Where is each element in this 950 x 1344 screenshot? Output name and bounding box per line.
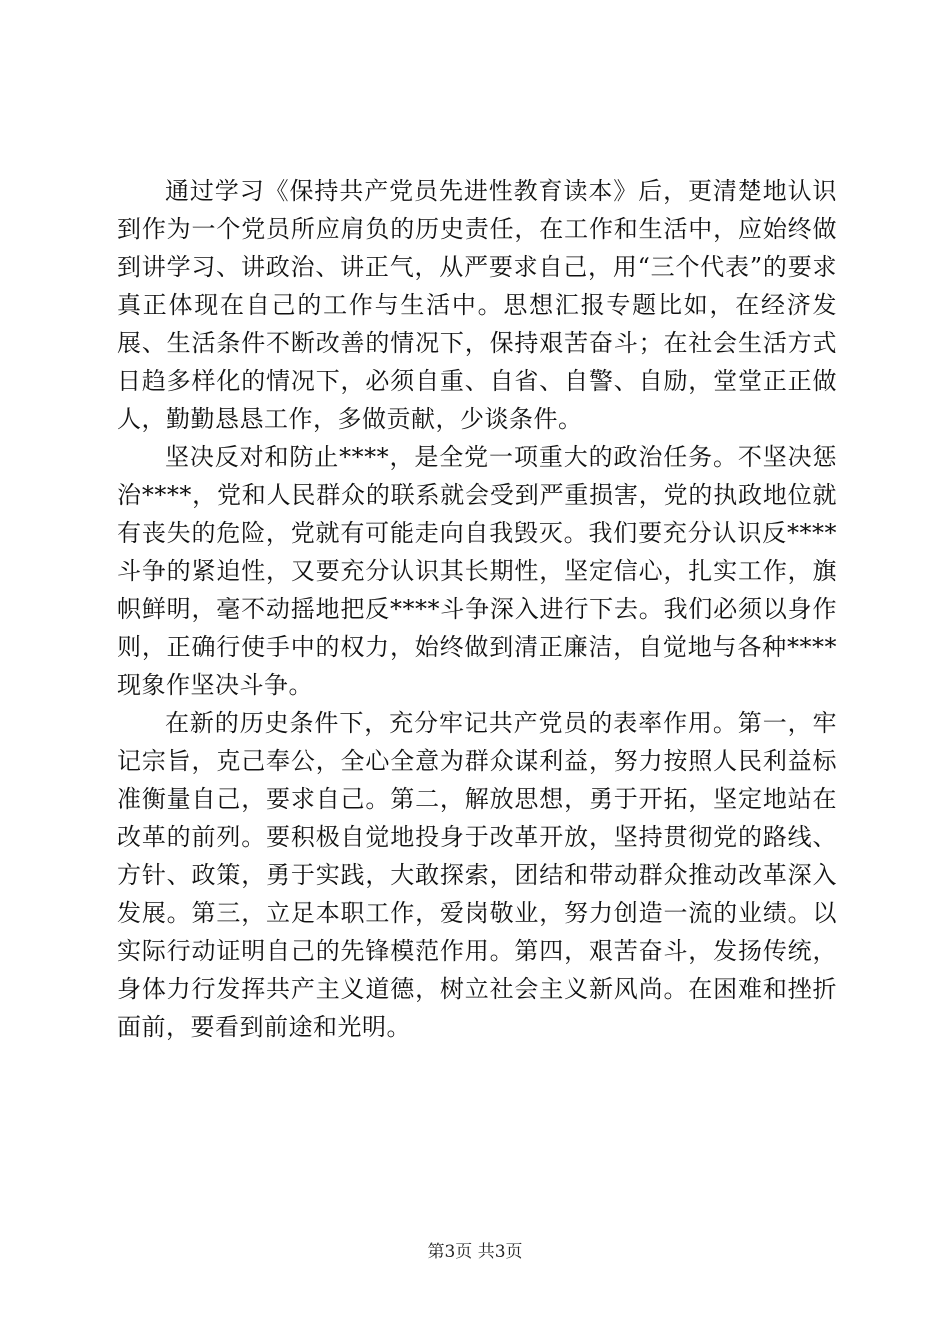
paragraph-1: 通过学习《保持共产党员先进性教育读本》后，更清楚地认识到作为一个党员所应肩负的历史责任，在工作和生活中，应始终做到讲学习、讲政治、讲正气，从严要求自己，用“三个代表”的要求真正体现在自己的工作与生活中。思想汇报专题比如，在经济发展、生活条件不断改善的情况下，保持艰苦奋斗；在社会生活方式日趋多样化的情况下，必须自重、自省、自警、自励，堂堂正正做人，勤勤恳恳工作，多做贡献，少谈条件。: [117, 177, 837, 433]
page-footer: [0, 1240, 950, 1264]
page-number: 第3页 共3页: [427, 1242, 523, 1262]
paragraph-2: 坚决反对和防止****，是全党一项重大的政治任务。不坚决惩治****，党和人民群众的联系就会受到严重损害，党的执政地位就有丧失的危险，党就有可能走向自我毁灭。我们要充分认识反****斗争的紧迫性，又要充分认识其长期性，坚定信心，扎实工作，旗帜鲜明，毫不动摇地把反****斗争深入进行下去。我们必须以身作则，正确行使手中的权力，始终做到清正廉洁，自觉地与各种****现象作坚决斗争。: [117, 443, 837, 699]
paragraph-3: 在新的历史条件下，充分牢记共产党员的表率作用。第一，牢记宗旨，克己奉公，全心全意为群众谋利益，努力按照人民利益标准衡量自己，要求自己。第二，解放思想，勇于开拓，坚定地站在改革的前列。要积极自觉地投身于改革开放，坚持贯彻党的路线、方针、政策，勇于实践，大敢探索，团结和带动群众推动改革深入发展。第三，立足本职工作，爱岗敬业，努力创造一流的业绩。以实际行动证明自己的先锋模范作用。第四，艰苦奋斗，发扬传统，身体力行发挥共产主义道德，树立社会主义新风尚。在困难和挫折面前，要看到前途和光明。: [117, 709, 837, 1041]
document-body: [117, 172, 837, 1046]
